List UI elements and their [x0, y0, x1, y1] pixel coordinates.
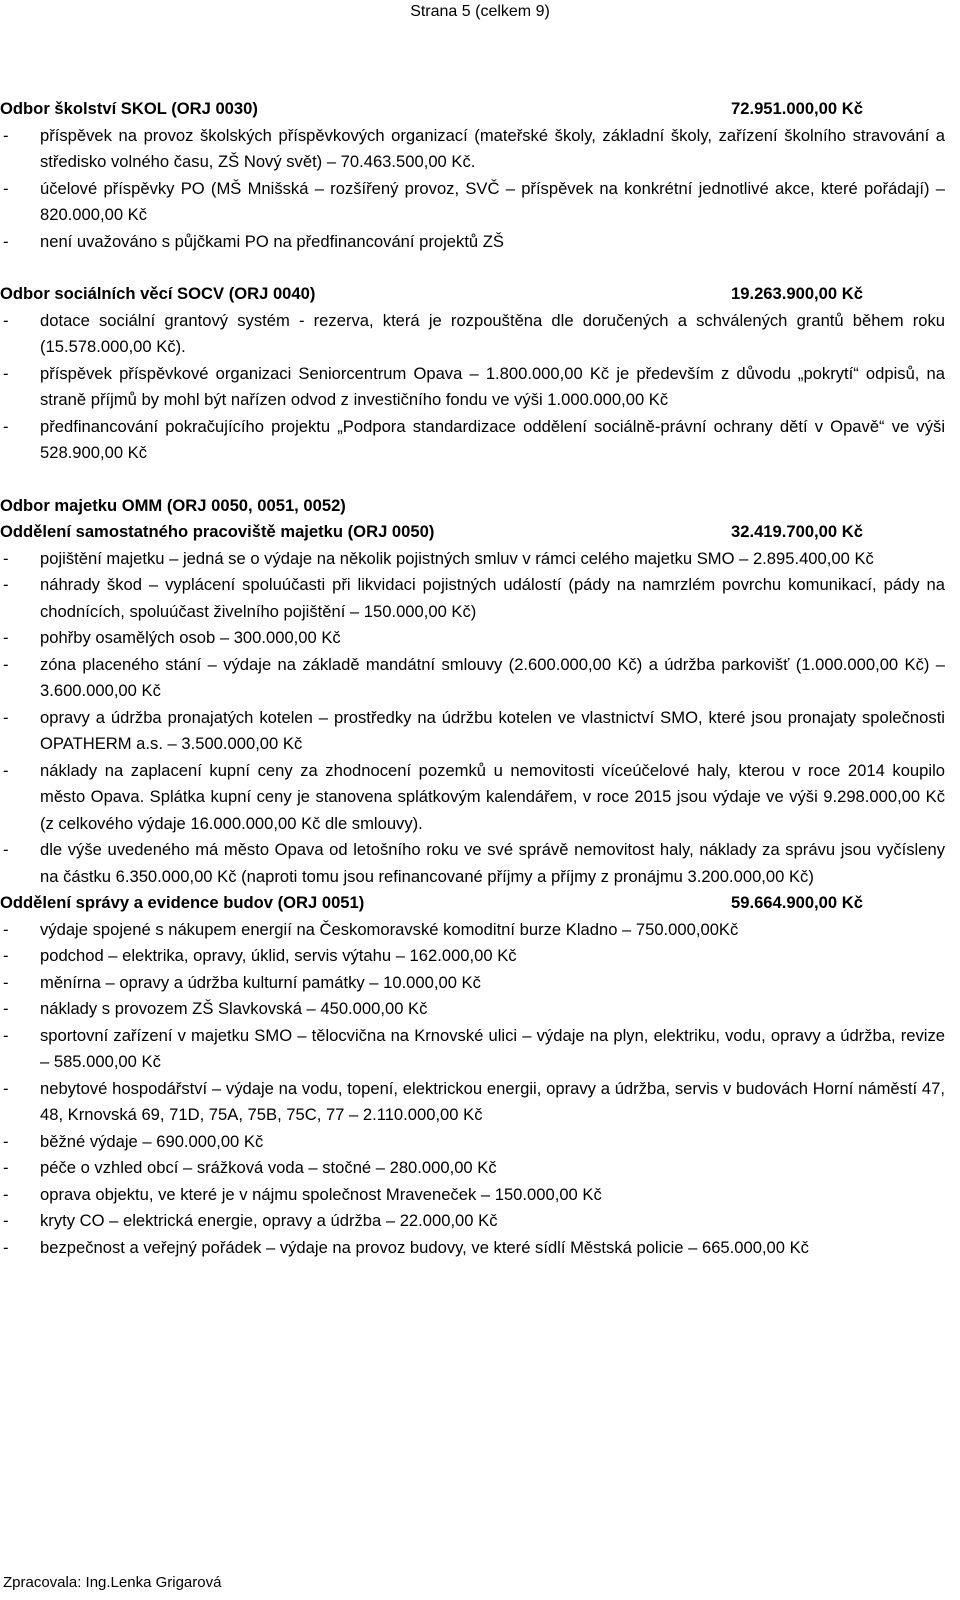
- bullet-dash: -: [3, 125, 9, 145]
- list-item: - příspěvek na provoz školských příspěvkových organizací (mateřské školy, základní školy, zařízení školního stravování a středisko volného času, ZŠ Nový svět) – 70.463.500,00 Kč.: [0, 123, 945, 176]
- section-amount: 19.263.900,00 Kč: [731, 284, 863, 303]
- list-item: - zóna placeného stání – výdaje na základě mandátní smlouvy (2.600.000,00 Kč) a údržba parkovišť (1.000.000,00 Kč) – 3.600.000,00 Kč: [0, 652, 945, 705]
- section-budovy: [0, 890, 945, 1261]
- list-item: - oprava objektu, ve které je v nájmu společnost Mraveneček – 150.000,00 Kč: [0, 1182, 945, 1209]
- section-heading: [0, 281, 945, 308]
- bullet-dash: -: [3, 548, 9, 568]
- bullet-dash: -: [3, 1078, 9, 1098]
- item-list: [0, 546, 945, 891]
- list-item: - bezpečnost a veřejný pořádek – výdaje na provoz budovy, ve které sídlí Městská policie – 665.000,00 Kč: [0, 1235, 945, 1262]
- section-title: Odbor sociálních věcí SOCV (ORJ 0040): [0, 284, 316, 303]
- list-item: - náklady na zaplacení kupní ceny za zhodnocení pozemků u nemovitosti víceúčelové haly, kterou v roce 2014 koupilo město Opava. Splátka kupní ceny je stanovena splátkovým kalendářem, v roce 2015 jsou výdaje ve výši 9.298.000,00 Kč (z celkového výdaje 16.000.000,00 Kč dle smlouvy).: [0, 758, 945, 838]
- list-item: - příspěvek příspěvkové organizaci Seniorcentrum Opava – 1.800.000,00 Kč je především z důvodu „pokrytí“ odpisů, na straně příjmů by mohl být nařízen odvod z investičního fondu ve výši 1.000.000,00 Kč: [0, 361, 945, 414]
- bullet-dash: -: [3, 654, 9, 674]
- list-item: - opravy a údržba pronajatých kotelen – prostředky na údržbu kotelen ve vlastnictví SMO, které jsou pronajaty společnosti OPATHERM a.s. – 3.500.000,00 Kč: [0, 705, 945, 758]
- list-item: - výdaje spojené s nákupem energií na Českomoravské komoditní burze Kladno – 750.000,00Kč: [0, 917, 945, 944]
- bullet-dash: -: [3, 231, 9, 251]
- bullet-dash: -: [3, 575, 9, 594]
- list-item: - náklady s provozem ZŠ Slavkovská – 450.000,00 Kč: [0, 996, 945, 1023]
- list-item: - měnírna – opravy a údržba kulturní památky – 10.000,00 Kč: [0, 970, 945, 997]
- bullet-dash: -: [3, 1211, 9, 1230]
- section-heading: [0, 519, 945, 546]
- bullet-dash: -: [3, 946, 9, 965]
- section-amount: 72.951.000,00 Kč: [731, 99, 863, 118]
- list-item: - péče o vzhled obcí – srážková voda – stočné – 280.000,00 Kč: [0, 1155, 945, 1182]
- bullet-dash: -: [3, 416, 9, 436]
- list-item: - účelové příspěvky PO (MŠ Mnišská – rozšířený provoz, SVČ – příspěvek na konkrétní jednotlivé akce, které pořádají) – 820.000,00 Kč: [0, 176, 945, 229]
- section-socv: [0, 281, 945, 467]
- list-item: - pohřby osamělých osob – 300.000,00 Kč: [0, 625, 945, 652]
- section-omm: [0, 493, 945, 891]
- page-number-header: Strana 5 (celkem 9): [410, 3, 550, 20]
- list-item: - kryty CO – elektrická energie, opravy a údržba – 22.000,00 Kč: [0, 1208, 945, 1235]
- bullet-dash: -: [3, 310, 9, 330]
- list-item: - pojištění majetku – jedná se o výdaje na několik pojistných smluv v rámci celého majetku SMO – 2.895.400,00 Kč: [0, 546, 945, 573]
- list-item: - běžné výdaje – 690.000,00 Kč: [0, 1129, 945, 1156]
- bullet-dash: -: [3, 1131, 9, 1151]
- bullet-dash: -: [3, 628, 9, 647]
- section-title: Odbor školství SKOL (ORJ 0030): [0, 99, 258, 118]
- list-item: - nebytové hospodářství – výdaje na vodu, topení, elektrickou energii, opravy a údržba, servis v budovách Horní náměstí 47, 48, Krnovská 69, 71D, 75A, 75B, 75C, 77 – 2.110.000,00 Kč: [0, 1076, 945, 1129]
- bullet-dash: -: [3, 1184, 9, 1204]
- section-skol: [0, 96, 945, 255]
- bullet-dash: -: [3, 760, 9, 780]
- bullet-dash: -: [3, 178, 9, 198]
- bullet-dash: -: [3, 1025, 9, 1045]
- bullet-dash: -: [3, 1158, 9, 1177]
- list-item: - podchod – elektrika, opravy, úklid, servis výtahu – 162.000,00 Kč: [0, 943, 945, 970]
- list-item: - sportovní zařízení v majetku SMO – tělocvična na Krnovské ulici – výdaje na plyn, elektriku, vodu, opravy a údržba, revize – 585.000,00 Kč: [0, 1023, 945, 1076]
- bullet-dash: -: [3, 840, 9, 859]
- bullet-dash: -: [3, 972, 9, 992]
- list-item: - náhrady škod – vyplácení spoluúčasti při likvidaci pojistných událostí (pády na namrzlém povrchu komunikací, pády na chodnících, spoluúčast živelního pojištění – 150.000,00 Kč): [0, 572, 945, 625]
- list-item: - dotace sociální grantový systém - rezerva, která je rozpouštěna dle doručených a schválených grantů během roku (15.578.000,00 Kč).: [0, 308, 945, 361]
- author-footer: Zpracovala: Ing.Lenka Grigarová: [3, 1574, 222, 1591]
- item-list: [0, 123, 945, 256]
- bullet-dash: -: [3, 919, 9, 939]
- section-heading: [0, 96, 945, 123]
- document-body: [0, 96, 945, 1261]
- list-item: - předfinancování pokračujícího projektu „Podpora standardizace oddělení sociálně-právní ochrany dětí v Opavě“ ve výši 528.900,00 Kč: [0, 414, 945, 467]
- bullet-dash: -: [3, 363, 9, 383]
- list-item: - není uvažováno s půjčkami PO na předfinancování projektů ZŠ: [0, 229, 945, 256]
- bullet-dash: -: [3, 1237, 9, 1257]
- section-amount: 59.664.900,00 Kč: [731, 893, 863, 912]
- section-amount: 32.419.700,00 Kč: [731, 522, 863, 541]
- list-item: - dle výše uvedeného má město Opava od letošního roku ve své správě nemovitost haly, náklady za správu jsou vyčísleny na částku 6.350.000,00 Kč (naproti tomu jsou refinancované příjmy a příjmy z pronájmu 3.200.000,00 Kč): [0, 837, 945, 890]
- bullet-dash: -: [3, 999, 9, 1018]
- section-heading: [0, 890, 945, 917]
- item-list: [0, 917, 945, 1262]
- section-title: Oddělení samostatného pracoviště majetku (ORJ 0050): [0, 522, 435, 541]
- bullet-dash: -: [3, 707, 9, 727]
- section-title: Oddělení správy a evidence budov (ORJ 0051): [0, 893, 365, 912]
- department-title: Odbor majetku OMM (ORJ 0050, 0051, 0052): [0, 495, 346, 515]
- item-list: [0, 308, 945, 467]
